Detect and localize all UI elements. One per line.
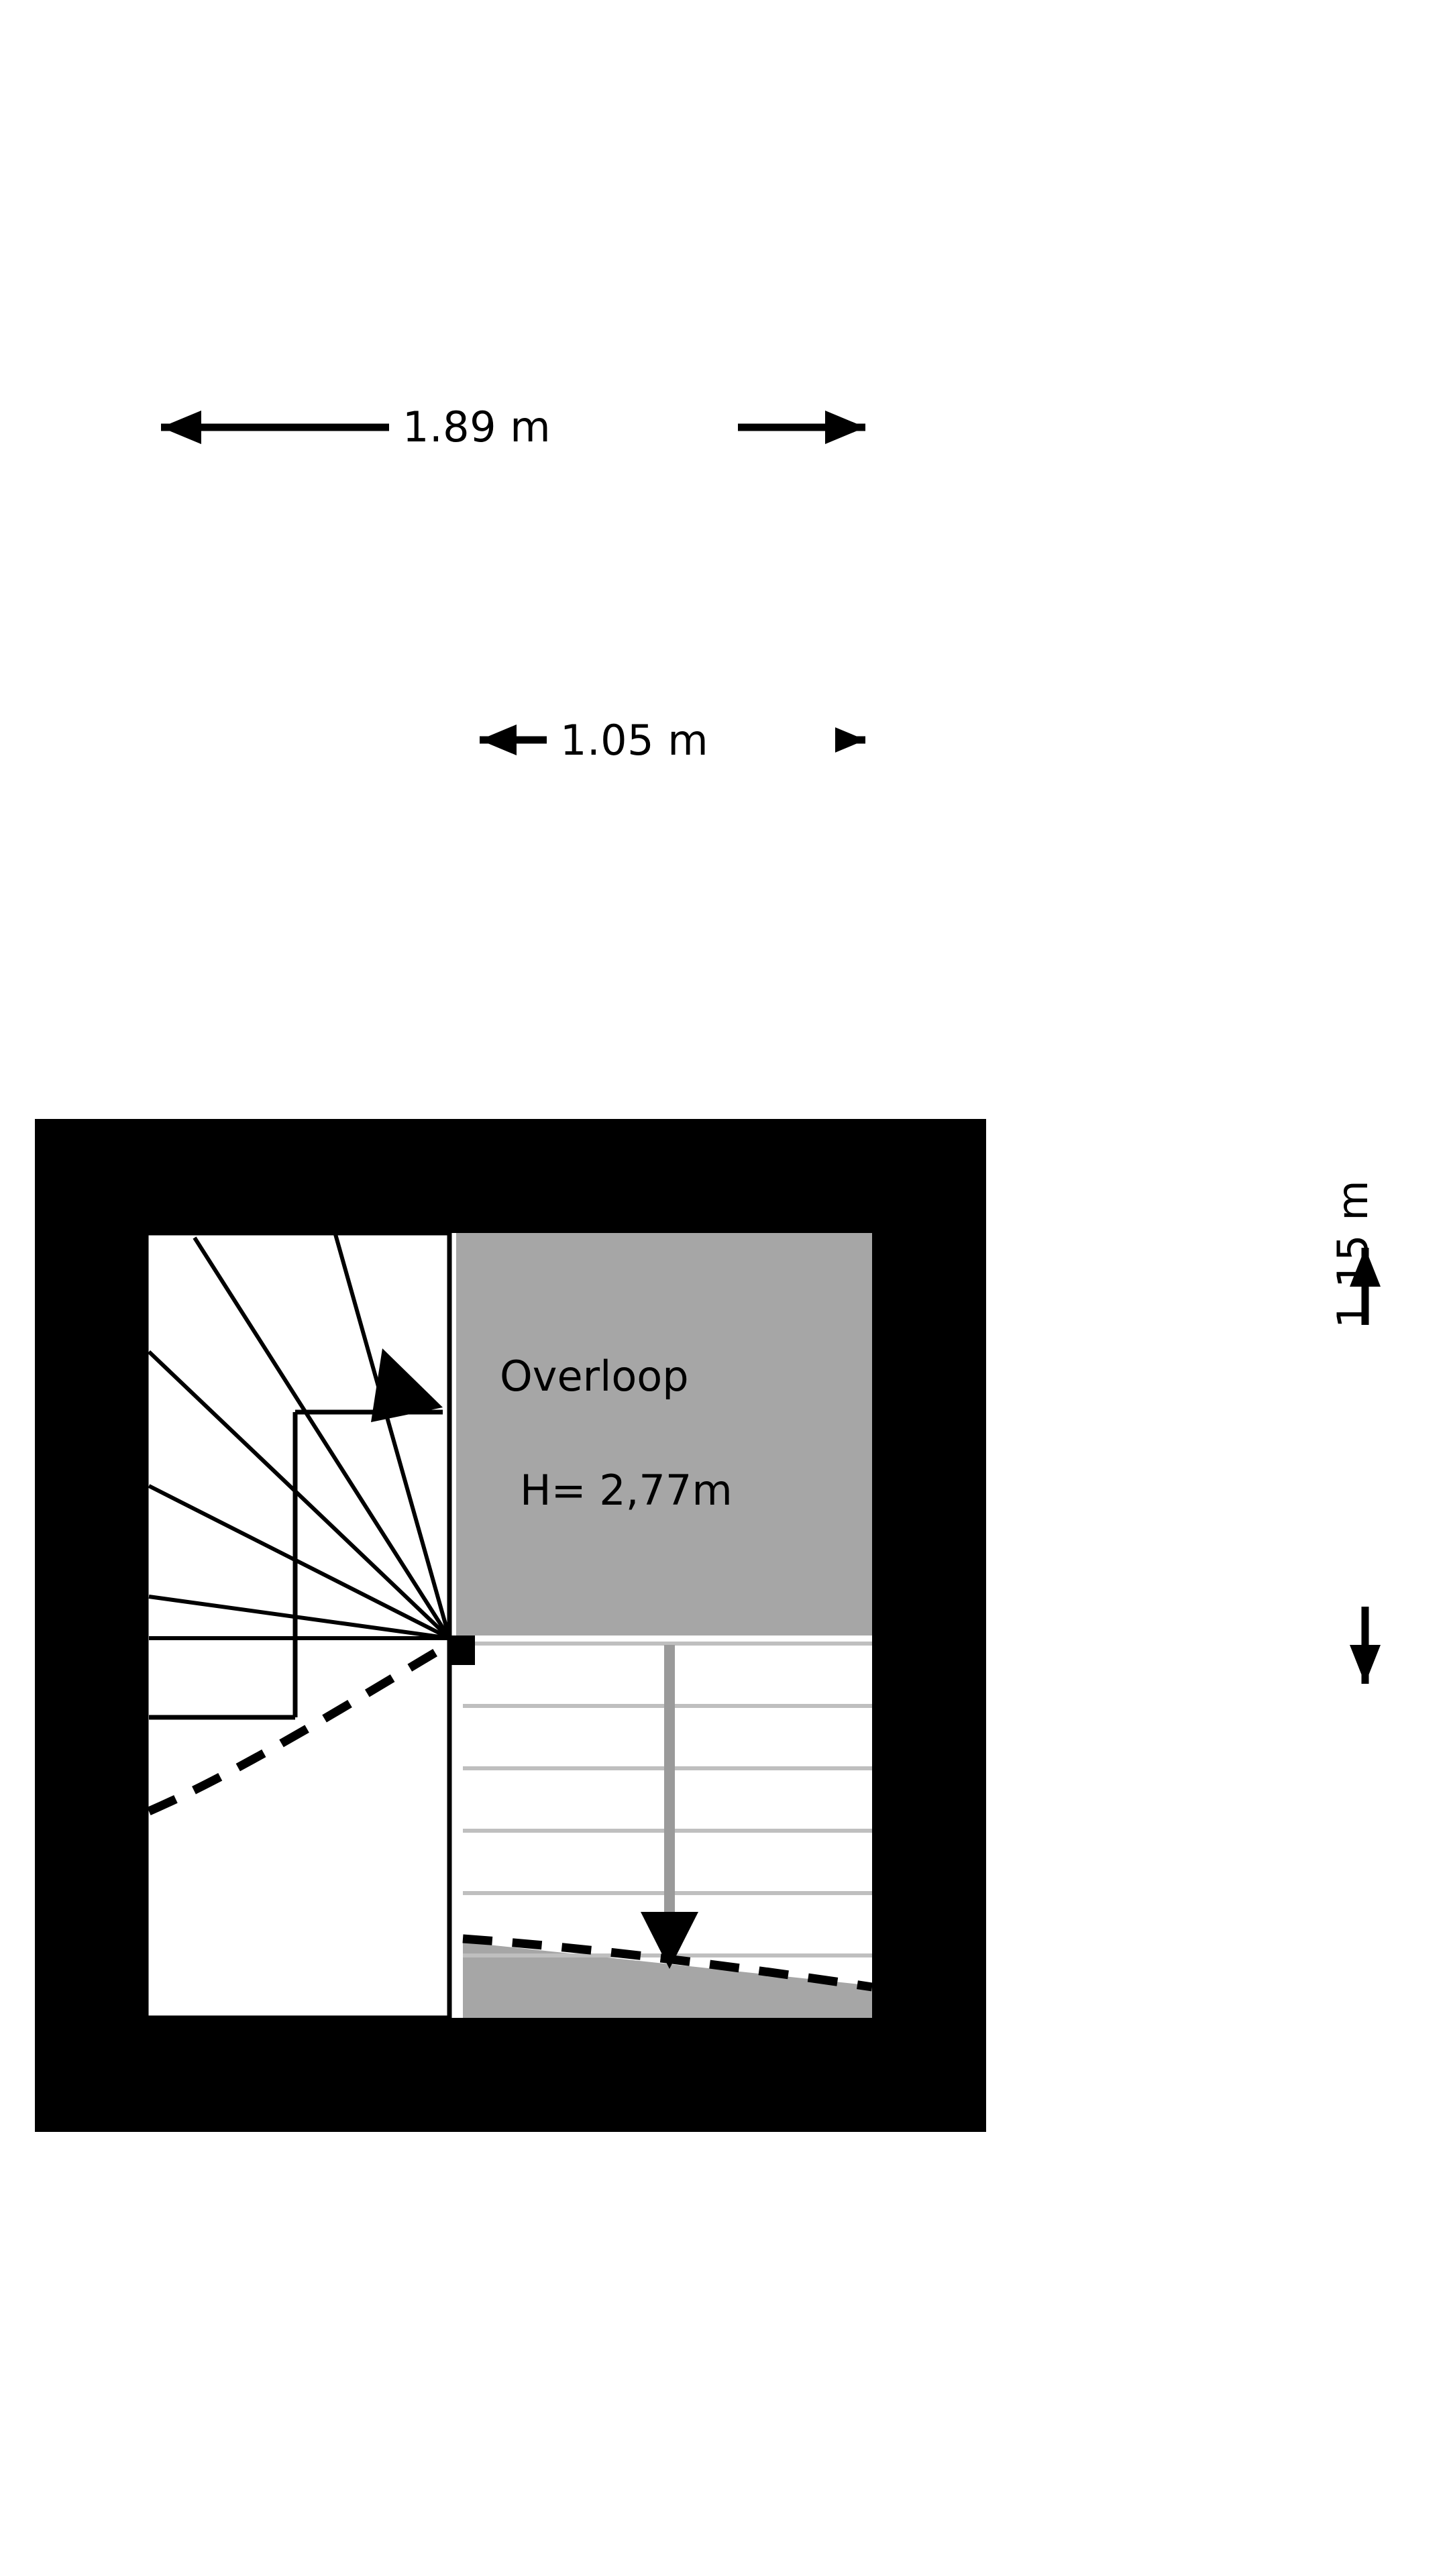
room-label-overloop: Overloop <box>500 1352 689 1401</box>
dimension-label-right-height: 1.15 m <box>1328 1179 1377 1328</box>
room-height-overloop: H= 2,77m <box>520 1466 733 1515</box>
dimension-label-top-width: 1.89 m <box>402 402 551 451</box>
stair-post <box>448 1635 475 1665</box>
dimension-label-inner-width: 1.05 m <box>560 716 709 765</box>
room-overloop-fill <box>456 1233 872 1635</box>
straight-stair-area <box>463 1644 872 2018</box>
winder-stair <box>146 1233 449 2018</box>
